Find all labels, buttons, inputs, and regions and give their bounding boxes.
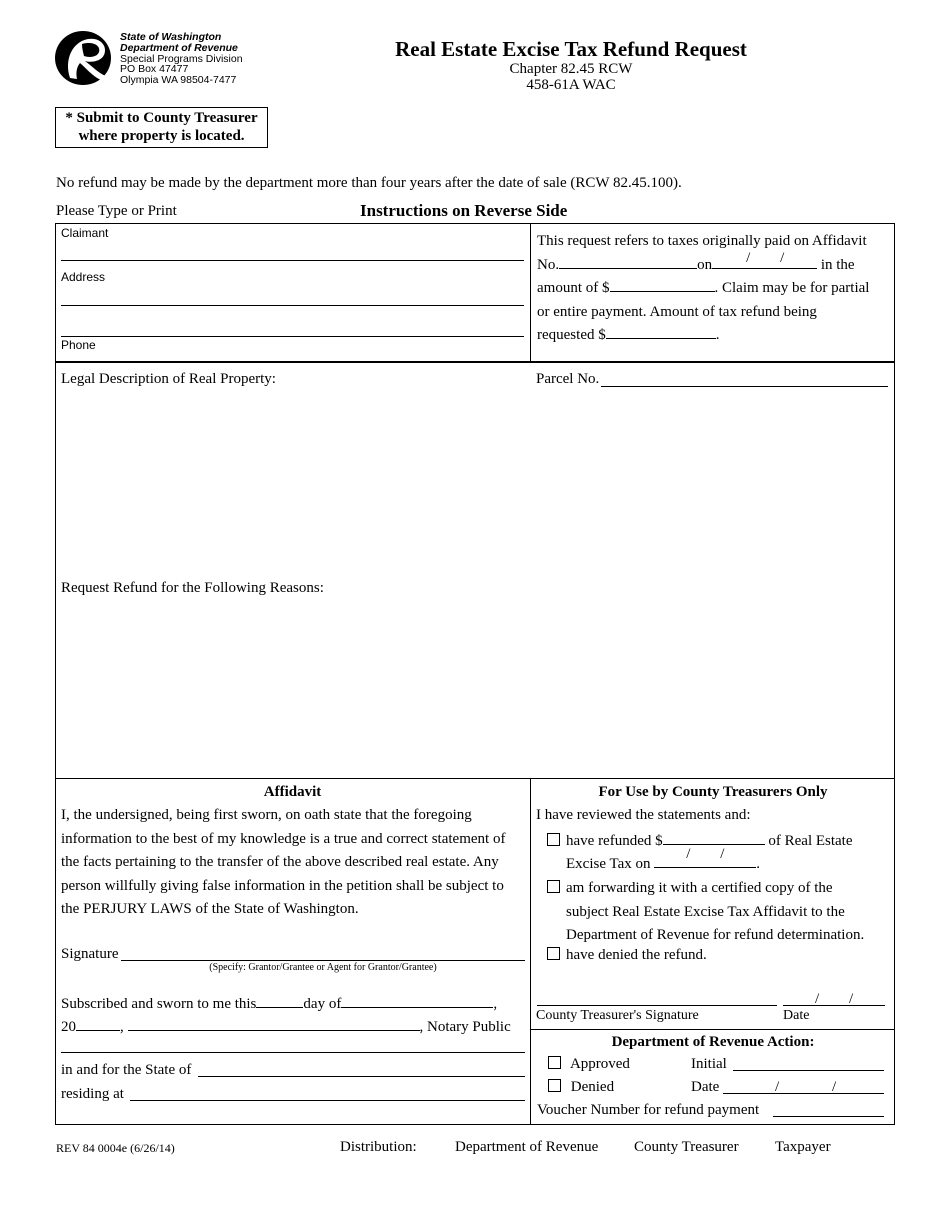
dor-initial-label: Initial — [691, 1056, 727, 1072]
excise-tax-on-label: Excise Tax on — [566, 856, 651, 872]
comma: , — [493, 996, 498, 1012]
claimant-field[interactable] — [61, 260, 524, 261]
claimant-label: Claimant — [61, 226, 109, 240]
affidavit-no-label: No. — [537, 256, 560, 273]
forwarding-line2: subject Real Estate Excise Tax Affidavit to the — [566, 903, 845, 920]
affidavit-body-line3: the facts pertaining to the transfer of the above described real estate. Any — [61, 854, 499, 870]
dor-action-heading: Department of Revenue Action: — [611, 1034, 815, 1050]
address-label: Address — [61, 270, 106, 284]
affidavit-date-field[interactable] — [712, 249, 817, 269]
reasons-label: Request Refund for the Following Reasons: — [61, 580, 324, 596]
treasurer-option-forwarding — [547, 877, 864, 948]
in-the-label: in the — [820, 256, 855, 273]
sworn-day-field[interactable] — [256, 993, 303, 1008]
comma: , — [120, 1019, 124, 1035]
dor-date-slash: / — [775, 1079, 780, 1095]
period: . — [756, 856, 760, 872]
title-block — [350, 37, 792, 93]
affidavit-body — [61, 804, 529, 922]
address-field-2[interactable] — [61, 336, 524, 337]
parcel-no-field[interactable] — [601, 386, 888, 387]
period: . — [715, 327, 720, 343]
day-of-label: day of — [303, 996, 342, 1012]
affidavit-ref-line4: or entire payment. Amount of tax refund being — [537, 303, 817, 320]
divider-dor-top — [531, 1029, 895, 1030]
treasurer-option-refunded — [547, 830, 853, 850]
state-field[interactable] — [198, 1076, 525, 1077]
distribution-taxpayer: Taxpayer — [775, 1139, 831, 1155]
divider-affidavit-vertical — [530, 778, 531, 1125]
denied-label: Denied — [570, 1079, 615, 1095]
refunded-amount-field[interactable] — [663, 830, 765, 845]
of-real-estate-label: of Real Estate — [768, 833, 853, 849]
distribution-label: Distribution: — [340, 1139, 417, 1155]
treasurer-date-slash: / — [849, 991, 854, 1007]
agency-city: Olympia WA 98504-7477 — [120, 74, 237, 87]
phone-label: Phone — [61, 338, 96, 352]
submit-box-line1: * Submit to County Treasurer — [65, 110, 258, 126]
refunded-label: have refunded $ — [566, 833, 663, 849]
agency-po-box: PO Box 47477 — [120, 63, 189, 76]
dor-initial-field[interactable] — [733, 1070, 884, 1071]
affidavit-body-line5: the PERJURY LAWS of the State of Washington. — [61, 901, 359, 917]
treasurer-heading: For Use by County Treasurers Only — [598, 784, 828, 800]
date-slash: / — [746, 249, 751, 266]
refund-notice: No refund may be made by the department more than four years after the date of sale (RCW 82.45.100). — [56, 175, 682, 191]
treasurer-date-label: Date — [783, 1008, 810, 1023]
affidavit-body-line2: information to the best of my knowledge is a true and correct statement of — [61, 830, 506, 847]
distribution-treasurer: County Treasurer — [634, 1139, 739, 1155]
dor-date-label: Date — [691, 1079, 720, 1095]
affidavit-ref-line5 — [537, 324, 887, 348]
residing-label: residing at — [61, 1086, 124, 1102]
agency-state: State of Washington — [120, 31, 222, 43]
instructions-label: Instructions on Reverse Side — [360, 201, 568, 220]
affidavit-ref-line1: This request refers to taxes originally paid on Affidavit — [537, 233, 867, 249]
treasurer-signature-label: County Treasurer's Signature — [536, 1008, 699, 1023]
dor-voucher-field[interactable] — [773, 1116, 884, 1117]
treasurer-date-field[interactable] — [783, 1005, 885, 1006]
refund-requested-field[interactable] — [606, 324, 716, 339]
forwarding-line3: Department of Revenue for refund determination. — [566, 927, 865, 943]
parcel-no-label: Parcel No. — [536, 371, 600, 387]
please-type-label: Please Type or Print — [56, 203, 177, 219]
denied-refund-checkbox[interactable] — [547, 947, 560, 960]
notary-signature-field[interactable] — [61, 1052, 525, 1053]
residing-field[interactable] — [130, 1100, 525, 1101]
affidavit-heading: Affidavit — [263, 784, 322, 800]
sworn-label: Subscribed and sworn to me this — [61, 996, 257, 1012]
dor-voucher-label: Voucher Number for refund payment — [537, 1102, 760, 1118]
affidavit-number-field[interactable] — [559, 254, 697, 269]
refunded-checkbox[interactable] — [547, 833, 560, 846]
forwarding-line1 — [547, 877, 864, 901]
legal-description-label: Legal Description of Real Property: — [61, 371, 276, 387]
reasons-area[interactable] — [58, 600, 888, 772]
submit-box-line2: where property is located. — [78, 127, 245, 144]
sworn-line — [61, 993, 526, 1013]
dor-logo — [54, 30, 114, 86]
form-chapter: Chapter 82.45 RCW — [509, 61, 633, 77]
agency-address — [120, 32, 243, 86]
affidavit-ref-line3 — [537, 277, 887, 301]
amount-label: amount of $ — [537, 280, 610, 296]
denied-refund-label: have denied the refund. — [566, 947, 707, 963]
dor-denied-option — [548, 1079, 614, 1096]
address-field-1[interactable] — [61, 305, 524, 306]
treasurer-intro: I have reviewed the statements and: — [536, 807, 751, 823]
divider-reasons-bottom — [55, 778, 895, 779]
date-slash: / — [686, 846, 691, 862]
sworn-month-field[interactable] — [341, 993, 493, 1008]
refund-requested-label: requested $ — [537, 327, 606, 343]
date-slash: / — [720, 846, 725, 862]
dor-date-field[interactable] — [723, 1093, 884, 1094]
divider-claimant-bottom — [55, 361, 895, 363]
refunded-date-field[interactable] — [654, 846, 756, 868]
affidavit-body-line1: I, the undersigned, being first sworn, on oath state that the foregoing — [61, 807, 472, 823]
affidavit-ref-line2 — [537, 249, 887, 278]
treasurer-option-denied — [547, 947, 707, 964]
form-title: Real Estate Excise Tax Refund Request — [395, 37, 747, 61]
sworn-year-field[interactable] — [76, 1016, 120, 1031]
form-wac: 458-61A WAC — [526, 77, 616, 93]
signature-field[interactable] — [121, 960, 525, 961]
distribution-dor: Department of Revenue — [455, 1139, 599, 1155]
signature-label: Signature — [61, 946, 119, 962]
claim-partial-text: . Claim may be for partial — [714, 280, 870, 296]
submit-box — [55, 107, 268, 148]
forwarding-checkbox[interactable] — [547, 880, 560, 893]
approved-checkbox[interactable] — [548, 1056, 561, 1069]
agency-department: Department of Revenue — [120, 41, 238, 54]
state-label: in and for the State of — [61, 1062, 192, 1078]
agency-division: Special Programs Division — [120, 52, 243, 65]
date-slash: / — [780, 249, 785, 266]
treasurer-signature-field[interactable] — [537, 1005, 777, 1006]
approved-label: Approved — [569, 1056, 630, 1072]
affidavit-on-label: on — [697, 256, 713, 273]
forwarding-label: am forwarding it with a certified copy of the — [566, 880, 833, 896]
treasurer-date-slash: / — [815, 991, 820, 1007]
divider-claimant-vertical — [530, 223, 531, 362]
denied-checkbox[interactable] — [548, 1079, 561, 1092]
dor-date-slash: / — [832, 1079, 837, 1095]
notary-name-field[interactable] — [128, 1016, 420, 1031]
year-line — [61, 1016, 526, 1036]
treasurer-option-refunded-line2 — [566, 846, 760, 873]
amount-paid-field[interactable] — [610, 277, 715, 292]
affidavit-reference — [537, 230, 887, 348]
signature-note: (Specify: Grantor/Grantee or Agent for Grantor/Grantee) — [209, 962, 437, 973]
form-number: REV 84 0004e (6/26/14) — [56, 1141, 175, 1155]
notary-label: , Notary Public — [419, 1019, 511, 1035]
affidavit-body-line4: person willfully giving false information in the petition shall be subject to — [61, 877, 504, 894]
year-prefix: 20 — [61, 1019, 76, 1035]
dor-logo-icon — [54, 30, 114, 86]
legal-description-area[interactable] — [58, 392, 888, 572]
dor-approved-option — [548, 1056, 630, 1073]
